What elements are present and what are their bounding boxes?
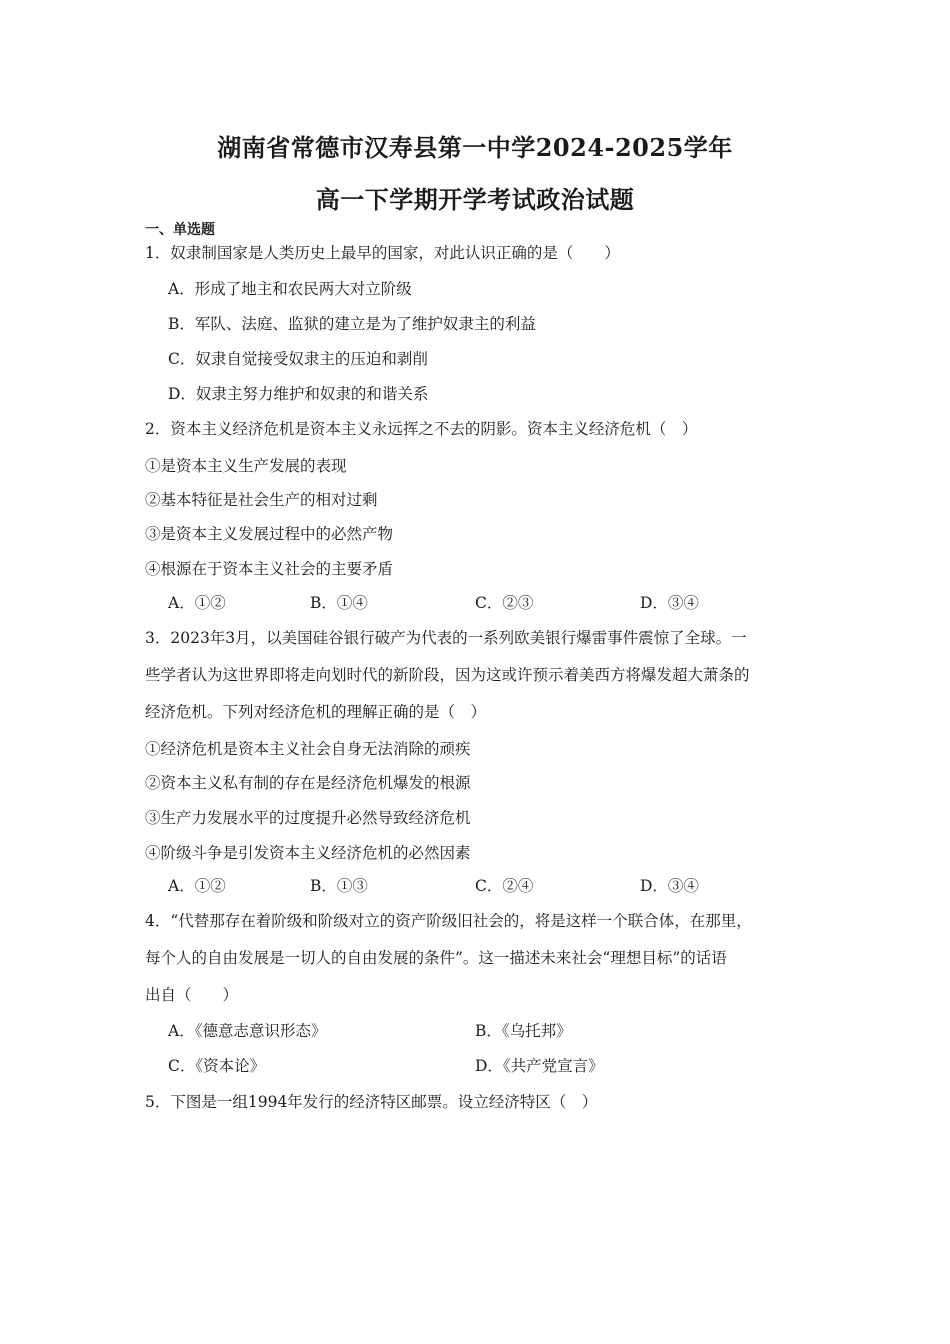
q3-option-d: D．③④ bbox=[640, 877, 699, 895]
q1-option-a: A．形成了地主和农民两大对立阶级 bbox=[168, 280, 412, 298]
q4-option-c: C．《资本论》 bbox=[168, 1057, 266, 1075]
q2-item-2: ②基本特征是社会生产的相对过剩 bbox=[145, 491, 378, 509]
q3-option-a: A．①② bbox=[168, 877, 226, 895]
q3-stem-line-3: 经济危机。下列对经济危机的理解正确的是（ ） bbox=[145, 703, 487, 721]
q4-option-a: A．《德意志意识形态》 bbox=[168, 1022, 327, 1040]
title-line-1: 湖南省常德市汉寿县第一中学2024-2025学年 bbox=[217, 133, 733, 162]
q3-item-4: ④阶级斗争是引发资本主义经济危机的必然因素 bbox=[145, 844, 471, 862]
q4-stem-line-1: 4．“代替那存在着阶级和阶级对立的资产阶级旧社会的，将是这样一个联合体，在那里， bbox=[145, 912, 752, 930]
q1-option-d: D．奴隶主努力维护和奴隶的和谐关系 bbox=[168, 385, 429, 403]
q3-item-1: ①经济危机是资本主义社会自身无法消除的顽疾 bbox=[145, 740, 471, 758]
q3-item-2: ②资本主义私有制的存在是经济危机爆发的根源 bbox=[145, 774, 471, 792]
q2-item-1: ①是资本主义生产发展的表现 bbox=[145, 457, 347, 475]
q4-stem-line-2: 每个人的自由发展是一切人的自由发展的条件”。这一描述未来社会“理想目标”的话语 bbox=[145, 949, 727, 967]
q3-option-c: C．②④ bbox=[475, 877, 534, 895]
q5-stem: 5．下图是一组1994年发行的经济特区邮票。设立经济特区（ ） bbox=[145, 1093, 598, 1111]
q3-stem-line-1: 3．2023年3月，以美国硅谷银行破产为代表的一系列欧美银行爆雷事件震惊了全球。一 bbox=[145, 629, 747, 647]
q3-stem-line-2: 些学者认为这世界即将走向划时代的新阶段，因为这或许预示着美西方将爆发超大萧条的 bbox=[145, 666, 750, 684]
q4-option-b: B．《乌托邦》 bbox=[475, 1022, 572, 1040]
q2-option-a: A．①② bbox=[168, 594, 226, 612]
q3-option-b: B．①③ bbox=[310, 877, 368, 895]
q2-item-3: ③是资本主义发展过程中的必然产物 bbox=[145, 525, 394, 543]
title-line-2: 高一下学期开学考试政治试题 bbox=[315, 185, 635, 214]
q2-option-d: D．③④ bbox=[640, 594, 699, 612]
q4-stem-line-3: 出自（ ） bbox=[145, 986, 239, 1004]
q1-option-b: B．军队、法庭、监狱的建立是为了维护奴隶主的利益 bbox=[168, 315, 536, 333]
q2-item-4: ④根源在于资本主义社会的主要矛盾 bbox=[145, 560, 394, 578]
q2-option-c: C．②③ bbox=[475, 594, 534, 612]
q2-stem: 2．资本主义经济危机是资本主义永远挥之不去的阴影。资本主义经济危机（ ） bbox=[145, 420, 698, 438]
q1-stem: 1．奴隶制国家是人类历史上最早的国家，对此认识正确的是（ ） bbox=[145, 244, 620, 262]
q3-item-3: ③生产力发展水平的过度提升必然导致经济危机 bbox=[145, 809, 471, 827]
q4-option-d: D．《共产党宣言》 bbox=[475, 1057, 604, 1075]
q2-option-b: B．①④ bbox=[310, 594, 368, 612]
q1-option-c: C．奴隶自觉接受奴隶主的压迫和剥削 bbox=[168, 350, 428, 368]
section-heading: 一、单选题 bbox=[145, 222, 215, 238]
